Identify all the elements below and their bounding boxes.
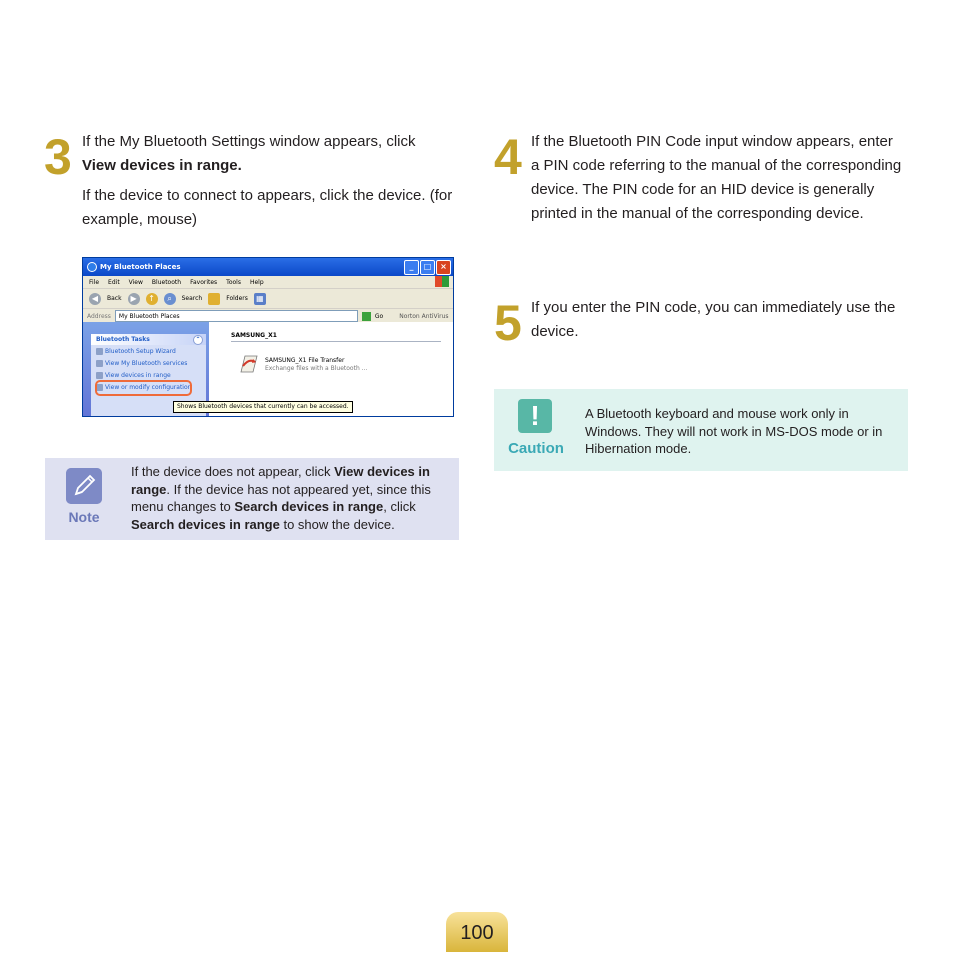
devices-icon <box>96 372 103 379</box>
step-3-line2: If the device to connect to appears, click the device. (for example, mouse) <box>82 187 453 228</box>
caution-box <box>494 389 908 471</box>
back-arrow-icon: ◀ <box>89 293 101 305</box>
address-field <box>115 310 358 322</box>
close-icon: × <box>436 260 451 275</box>
folders-label: Folders <box>226 295 248 302</box>
menu-file: File <box>89 278 100 286</box>
menu-tools: Tools <box>226 278 241 286</box>
services-icon <box>96 360 103 367</box>
menu-favorites: Favorites <box>190 278 218 286</box>
up-folder-icon: ↑ <box>146 293 158 305</box>
search-label: Search <box>181 295 203 302</box>
step-5-text: If you enter the PIN code, you can immediately use the device. <box>531 299 896 340</box>
panel-title: Bluetooth Tasks <box>96 336 150 343</box>
note-text-part: to show the device. <box>279 516 395 532</box>
maximize-icon: □ <box>420 260 435 275</box>
item-description: Exchange files with a Bluetooth ... <box>265 365 368 372</box>
bluetooth-icon <box>87 262 97 272</box>
note-label: Note <box>68 509 100 525</box>
address-value: My Bluetooth Places <box>118 312 180 320</box>
go-arrow-icon <box>362 312 371 321</box>
forward-arrow-icon: ▶ <box>128 293 140 305</box>
note-bold-view-devices: View devices in range <box>131 464 430 497</box>
menu-view: View <box>128 278 143 286</box>
toolbar <box>83 289 453 309</box>
go-label: Go <box>374 312 384 320</box>
folders-icon <box>208 293 220 305</box>
note-text <box>131 463 449 533</box>
address-label: Address <box>87 312 111 320</box>
task-label: View My Bluetooth services <box>105 359 188 367</box>
minimize-icon: _ <box>404 260 419 275</box>
views-icon: ▦ <box>254 293 266 305</box>
collapse-icon: ⌃ <box>193 335 203 345</box>
norton-label: Norton AntiVirus <box>399 312 449 320</box>
step-5-number: 5 <box>494 295 522 351</box>
divider <box>231 341 441 342</box>
tooltip: Shows Bluetooth devices that currently can be accessed. <box>173 401 353 413</box>
caution-label: Caution <box>508 440 564 457</box>
highlight-circle <box>95 380 192 396</box>
bluetooth-places-screenshot <box>82 257 454 417</box>
note-text-part: If the device does not appear, click <box>131 464 335 479</box>
device-header: SAMSUNG_X1 <box>231 332 277 339</box>
step-4-number: 4 <box>494 129 522 185</box>
note-bold-search-devices-2: Search devices in range <box>131 516 280 532</box>
step-3-number: 3 <box>44 129 72 185</box>
note-box <box>45 458 459 540</box>
menu-bluetooth: Bluetooth <box>151 278 182 286</box>
file-transfer-icon <box>237 352 261 376</box>
task-label: Bluetooth Setup Wizard <box>105 347 176 355</box>
windows-logo-icon <box>435 276 449 287</box>
menu-edit: Edit <box>108 278 120 286</box>
exclamation-icon: ! <box>518 399 552 433</box>
pencil-icon <box>66 468 102 504</box>
note-text-part: . If the device has not appeared yet, since this menu changes to <box>131 481 431 514</box>
back-label: Back <box>107 295 122 302</box>
panel-header <box>91 334 206 345</box>
step-3-text <box>82 130 457 232</box>
page-number: 100 <box>446 912 508 952</box>
menu-bar <box>83 276 453 289</box>
step-4-text: If the Bluetooth PIN Code input window appears, enter a PIN code referring to the manual of the corresponding device. The PIN code for an HID device is generally printed in the manual of the corresponding device. <box>531 133 902 222</box>
window-title: My Bluetooth Places <box>100 263 181 271</box>
caution-text: A Bluetooth keyboard and mouse work only in Windows. They will not work in MS-DOS mode or in Hibernation mode. <box>585 406 883 456</box>
note-bold-search-devices: Search devices in range <box>234 499 384 514</box>
menu-help: Help <box>249 278 264 286</box>
task-item <box>91 357 206 369</box>
task-label: View or modify configuration <box>105 383 192 391</box>
task-label: View devices in range <box>105 371 171 379</box>
note-text-part: , click <box>383 499 416 514</box>
task-item <box>91 345 206 357</box>
wizard-icon <box>96 348 103 355</box>
step-3-line1: If the My Bluetooth Settings window appears, click <box>82 133 416 150</box>
window-titlebar <box>83 258 453 276</box>
step-3-line1-bold: View devices in range. <box>82 157 242 174</box>
item-name: SAMSUNG_X1 File Transfer <box>265 357 345 364</box>
search-icon: ⌕ <box>164 293 176 305</box>
